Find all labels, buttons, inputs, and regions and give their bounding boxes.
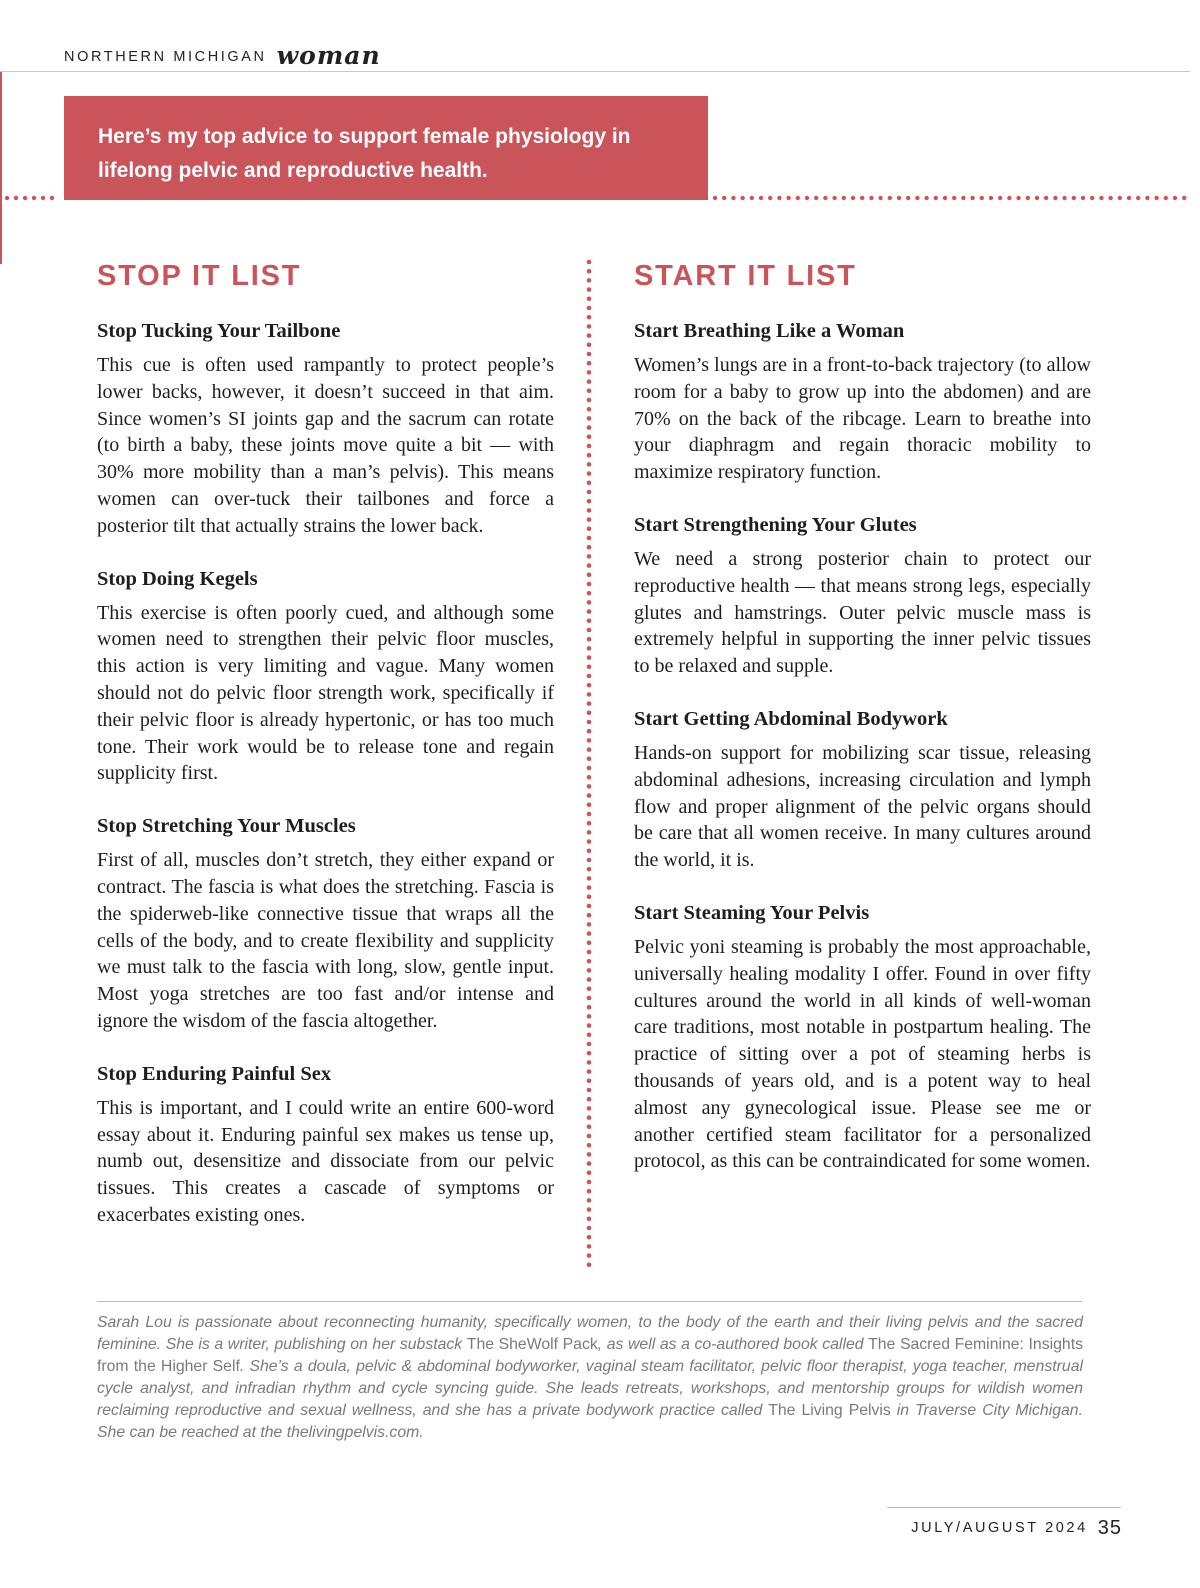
start-item-body: Pelvic yoni steaming is probably the most approachable, universally healing modality I offer. Found in over fifty cultures around the world in all kinds of well-woman care traditions, most notable in postpartum healing. The practice of sitting over a pot of steaming herbs is thousands of years old, and is a potent way to heal almost any gynecological issue. Please see me or another certified steam facilitator for a personalized protocol, as this can be contraindicated for some women.	[634, 935, 1091, 1173]
stop-item-title: Stop Tucking Your Tailbone	[97, 320, 341, 342]
start-item	[634, 706, 1091, 874]
footer-divider	[887, 1507, 1121, 1508]
left-accent-bar	[0, 72, 2, 264]
start-item-title: Start Strengthening Your Glutes	[634, 513, 917, 536]
stop-item-body: This cue is often used rampantly to protect people’s lower backs, however, it doesn’t succeed in that aim. Since women’s SI joints gap and the sacrum can rotate (to birth a baby, these joints move quite a bit — with 30% more mobility than a man’s pelvis). This means women can over-tuck their tailbones and force a posterior tilt that actually strains the lower back.	[97, 354, 554, 537]
start-list-heading: START IT LIST	[634, 260, 857, 292]
dotted-rule-left	[4, 194, 62, 202]
intro-callout	[64, 96, 708, 200]
stop-item-body: This exercise is often poorly cued, and although some women need to strengthen their pelvic floor muscles, this action is very limiting and vague. Many women should not do pelvic floor strength work, specifically if their pelvic floor is already hypertonic, or has too much tone. Their work would be to release tone and regain supplicity first.	[97, 601, 554, 785]
page-footer	[911, 1514, 1122, 1542]
stop-item-title: Stop Stretching Your Muscles	[97, 815, 356, 838]
start-it-list	[634, 256, 1091, 1201]
bio-text-4: in Traverse City Michigan. She can be reached at the thelivingpelvis.com.	[97, 1402, 1083, 1441]
stop-item-title: Stop Enduring Painful Sex	[97, 1062, 332, 1085]
start-item	[634, 900, 1091, 1175]
stop-item-body: First of all, muscles don’t stretch, they either expand or contract. The fascia is what does the stretching. Fascia is the spiderweb-like connective tissue that wraps all the cells of the body, and to create flexibility and supplicity we must talk to the fascia with long, slow, gentle input. Most yoga stretches are too fast and/or intense and ignore the wisdom of the fascia altogether.	[97, 849, 554, 1032]
page-number: 35	[1097, 1516, 1122, 1539]
stop-item-body: This is important, and I could write an entire 600-word essay about it. Enduring painful sex makes us tense up, numb out, desensitize and dissociate from our pelvic tissues. This creates a cascade of symptoms or exacerbates existing ones.	[97, 1096, 554, 1226]
header-divider	[0, 71, 1190, 72]
column-divider-dotted	[585, 258, 593, 1270]
bio-title-living-pelvis: The Living Pelvis	[768, 1402, 891, 1419]
bio-text-3: . She’s a doula, pelvic & abdominal bodyworker, vaginal steam facilitator, pelvic floor therapist, yoga teacher, menstrual cycle analyst, and infradian rhythm and cycle syncing guide. She leads retreats, workshops, and mentorship groups for wildish women reclaiming reproductive and sexual wellness, and she has a private bodywork practice called	[97, 1358, 1083, 1419]
bio-text-1: Sarah Lou is passionate about reconnecting humanity, specifically women, to the body of the earth and their living pelvis and the sacred feminine. She is a writer, publishing on her substack	[97, 1314, 1083, 1353]
author-bio	[97, 1312, 1083, 1444]
bio-text-2: , as well as a co-authored book called	[597, 1336, 869, 1353]
intro-text: Here’s my top advice to support female physiology in lifelong pelvic and reproductive health.	[98, 125, 631, 182]
stop-item-title: Stop Doing Kegels	[97, 567, 258, 590]
start-item	[634, 512, 1091, 680]
start-item-title: Start Breathing Like a Woman	[634, 320, 905, 342]
start-item-body: We need a strong posterior chain to protect our reproductive health — that means strong legs, especially glutes and hamstrings. Outer pelvic muscle mass is extremely helpful in supporting the inner pelvic tissues to be relaxed and supple.	[634, 547, 1091, 678]
masthead-title	[64, 40, 381, 74]
stop-item	[97, 813, 554, 1035]
publication-script-word: woman	[276, 40, 381, 70]
publication-name: NORTHERN MICHIGAN	[64, 49, 267, 65]
dotted-rule-right	[712, 194, 1190, 202]
bio-divider	[97, 1301, 1082, 1302]
stop-it-list	[97, 256, 554, 1255]
stop-item	[97, 1061, 554, 1229]
issue-date: JULY/AUGUST 2024	[911, 1520, 1088, 1536]
stop-list-heading: STOP IT LIST	[97, 260, 302, 292]
stop-item	[97, 318, 554, 540]
start-item-body: Women’s lungs are in a front-to-back trajectory (to allow room for a baby to grow up into the abdomen) and are 70% on the back of the ribcage. Learn to breathe into your diaphragm and regain thoracic mobility to maximize respiratory function.	[634, 354, 1091, 484]
start-item	[634, 318, 1091, 486]
start-item-title: Start Steaming Your Pelvis	[634, 901, 870, 924]
stop-item	[97, 566, 554, 788]
bio-title-sacred-feminine: The Sacred Feminine: Insights from the Higher Self	[97, 1336, 1083, 1375]
start-item-title: Start Getting Abdominal Bodywork	[634, 707, 948, 730]
start-item-body: Hands-on support for mobilizing scar tissue, releasing abdominal adhesions, increasing circulation and lymph flow and proper alignment of the pelvic organs should be care that all women receive. In many cultures around the world, it is.	[634, 741, 1091, 872]
bio-title-shewolf-pack: The SheWolf Pack	[466, 1336, 598, 1353]
